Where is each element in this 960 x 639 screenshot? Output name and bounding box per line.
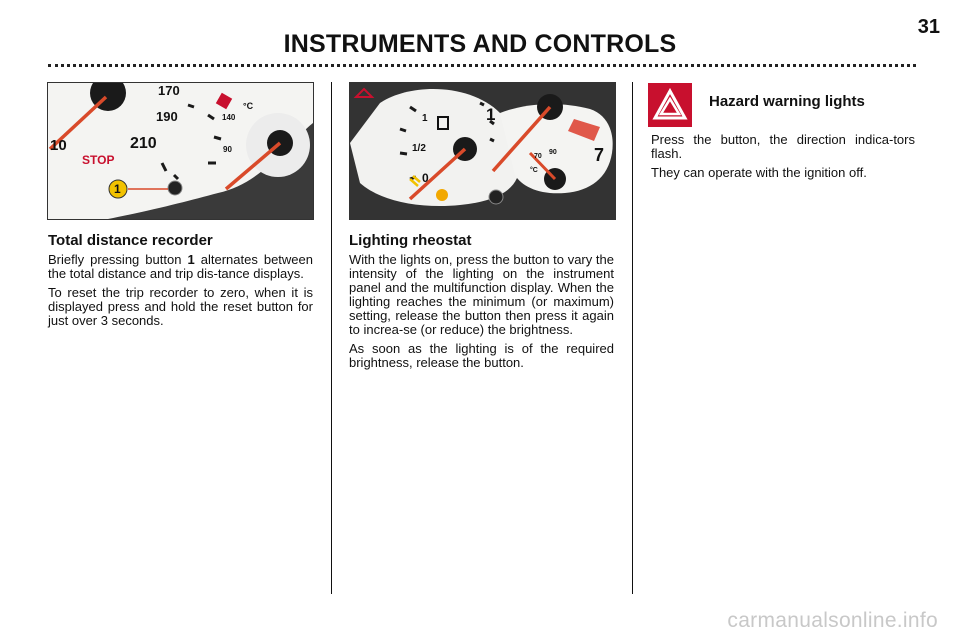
distance-recorder-para-2: To reset the trip recorder to zero, when it is displayed press and hold the reset button for just over 3 seconds. (48, 285, 313, 328)
distance-recorder-para-1 (48, 253, 313, 281)
lighting-rheostat-body (349, 253, 614, 375)
para-rest: alternates between the total distance and trip dis-tance displays. (48, 252, 313, 281)
hazard-warning-para-1: Press the button, the direction indica-tors flash. (651, 132, 915, 161)
lighting-rheostat-heading: Lighting rheostat (349, 232, 472, 249)
page-number: 31 (917, 16, 940, 38)
lighting-rheostat-para-2: As soon as the lighting is of the required brightness, release the button. (349, 341, 614, 370)
distance-recorder-body (48, 253, 313, 333)
fuel-label-1: 1 (422, 113, 428, 124)
hazard-warning-heading: Hazard warning lights (709, 93, 865, 110)
hazard-warning-para-2: They can operate with the ignition off. (651, 165, 867, 180)
hazard-warning-icon (648, 83, 692, 127)
rev-label-1: 1 (486, 105, 496, 124)
fuel-label-half: 1/2 (412, 143, 426, 154)
watermark: carmanualsonline.info (727, 609, 938, 632)
page-title: INSTRUMENTS AND CONTROLS (283, 30, 677, 58)
gauge-label-140: 140 (222, 113, 236, 122)
temp-label-90: 90 (549, 149, 557, 156)
gauge-label-10: 10 (50, 137, 67, 154)
distance-recorder-heading: Total distance recorder (48, 232, 213, 249)
column-divider-left (331, 82, 332, 594)
fuel-label-0: 0 (422, 171, 429, 185)
lighting-rheostat-figure (349, 82, 616, 220)
temp-label-70: 70 (534, 153, 542, 160)
distance-recorder-figure (47, 82, 314, 220)
gauge-label-190: 190 (156, 109, 178, 124)
gauge-label-90: 90 (223, 145, 232, 154)
temp-label-celsius: °C (530, 167, 538, 174)
lighting-rheostat-para-1: With the lights on, press the button to vary the intensity of the lighting on the instrument panel and the multifunction display. When the lighting reaches the minimum (or maximum) setting, release the button then press it again to increa-se (or reduce) the brightness. (349, 252, 614, 337)
stop-warning-label: STOP (82, 153, 115, 167)
para-lead: Briefly pressing button (48, 252, 182, 267)
button-1-reference: 1 (187, 252, 195, 267)
gauge-label-170: 170 (158, 83, 180, 98)
hazard-warning-body (651, 133, 915, 185)
callout-1-label: 1 (114, 182, 121, 196)
rev-label-7: 7 (594, 145, 605, 165)
gauge-label-celsius: °C (243, 101, 254, 111)
column-divider-right (632, 82, 633, 594)
title-dotted-rule (48, 64, 916, 67)
gauge-label-210: 210 (130, 135, 157, 152)
